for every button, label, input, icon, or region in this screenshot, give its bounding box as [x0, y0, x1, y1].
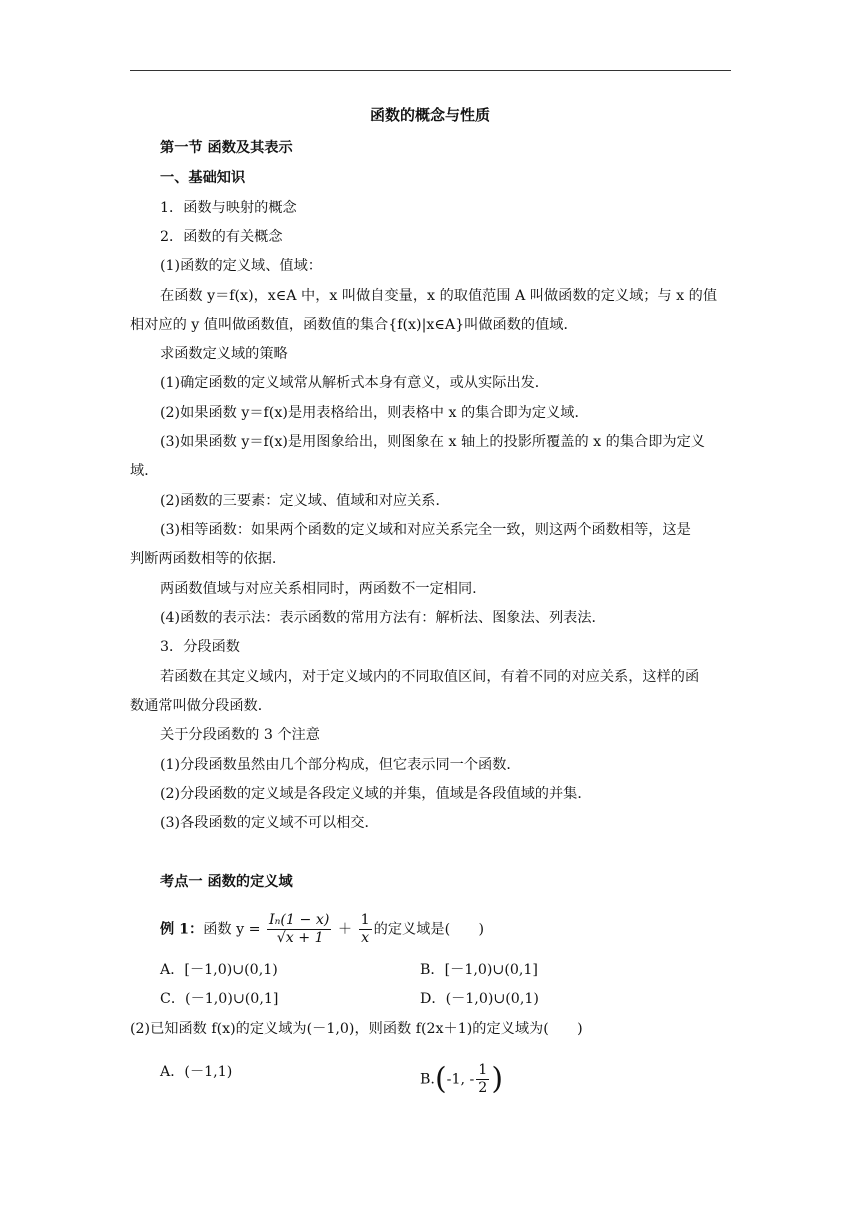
question-2-option-b	[420, 1062, 503, 1097]
interval-inner: -1, -	[446, 1071, 475, 1088]
sub-3a: (3)相等函数：如果两个函数的定义域和对应关系完全一致，则这两个函数相等，这是	[160, 522, 691, 538]
piecewise-point-3: (3)各段函数的定义域不可以相交．	[160, 815, 379, 831]
definition-line-1: 在函数 y＝f(x)，x∈A 中，x 叫做自变量，x 的取值范围 A 叫做函数的定义域；与 x 的值	[160, 288, 718, 304]
sqrt-expression: √x + 1	[276, 930, 324, 946]
question-2-option-a: A．(－1,1)	[160, 1064, 233, 1080]
option-c: C．(－1,0)∪(0,1]	[160, 991, 279, 1007]
option-d: D．(－1,0)∪(0,1)	[420, 991, 539, 1007]
plus-sign: ＋	[337, 921, 353, 938]
option-a: A．[－1,0)∪(0,1)	[160, 962, 278, 978]
example-1	[160, 912, 484, 947]
fraction-reciprocal	[359, 912, 372, 947]
piecewise-note: 关于分段函数的 3 个注意	[160, 727, 320, 743]
part-heading: 一、基础知识	[160, 170, 246, 186]
piecewise-point-2: (2)分段函数的定义域是各段定义域的并集，值域是各段值域的并集．	[160, 786, 592, 802]
piecewise-line-1: 若函数在其定义域内，对于定义域内的不同取值区间，有着不同的对应关系，这样的函	[160, 669, 700, 685]
question-2: (2)已知函数 f(x)的定义域为(－1,0)，则函数 f(2x＋1)的定义域为( )	[130, 1021, 583, 1037]
strategy-1: (1)确定函数的定义域常从解析式本身有意义，或从实际出发．	[160, 375, 549, 391]
note-1: 两函数值域与对应关系相同时，两函数不一定相同.	[160, 581, 477, 597]
kaodian-heading: 考点一 函数的定义域	[160, 874, 293, 890]
item-1: 1．函数与映射的概念	[160, 200, 297, 216]
fraction-main-denominator	[267, 930, 331, 947]
document-title: 函数的概念与性质	[369, 106, 490, 124]
piecewise-point-1: (1)分段函数虽然由几个部分构成，但它表示同一个函数．	[160, 757, 521, 773]
strategy-heading: 求函数定义域的策略	[160, 346, 288, 362]
fraction-main-numerator: Iₙ(1 − x)	[269, 912, 330, 928]
definition-line-2: 相对应的 y 值叫做函数值，函数值的集合{f(x)|x∈A}叫做函数的值域．	[130, 317, 578, 333]
sub-2: (2)函数的三要素：定义域、值域和对应关系．	[160, 493, 450, 509]
fraction-main	[267, 912, 331, 947]
half-fraction	[476, 1062, 489, 1097]
fraction-reciprocal-numerator: 1	[360, 912, 370, 928]
sub-1: (1)函数的定义域、值域：	[160, 258, 322, 274]
option-b: B．[－1,0)∪(0,1]	[420, 962, 538, 978]
item-2: 2．函数的有关概念	[160, 229, 283, 245]
strategy-3b: 域．	[130, 463, 159, 479]
half-denominator: 2	[478, 1080, 488, 1096]
strategy-3a: (3)如果函数 y＝f(x)是用图象给出，则图象在 x 轴上的投影所覆盖的 x 的集合即为定义	[160, 434, 705, 450]
section-heading: 第一节 函数及其表示	[160, 140, 293, 156]
sub-4: (4)函数的表示法：表示函数的常用方法有：解析法、图象法、列表法．	[160, 610, 606, 626]
item-3: 3．分段函数	[160, 639, 240, 655]
header-rule	[130, 70, 731, 71]
sub-3b: 判断两函数相等的依据.	[130, 551, 277, 567]
half-numerator: 1	[478, 1062, 488, 1078]
option-b-label: B.	[420, 1071, 435, 1088]
strategy-2: (2)如果函数 y＝f(x)是用表格给出，则表格中 x 的集合即为定义域．	[160, 405, 589, 421]
left-paren: (	[434, 1061, 447, 1097]
fraction-reciprocal-denominator: x	[361, 930, 370, 946]
right-paren: )	[491, 1061, 504, 1097]
example-post: 的定义域是( )	[373, 921, 485, 938]
example-pre: 函数 y =	[203, 921, 261, 938]
example-label: 例 1：	[160, 921, 204, 938]
piecewise-line-2: 数通常叫做分段函数．	[130, 698, 272, 714]
